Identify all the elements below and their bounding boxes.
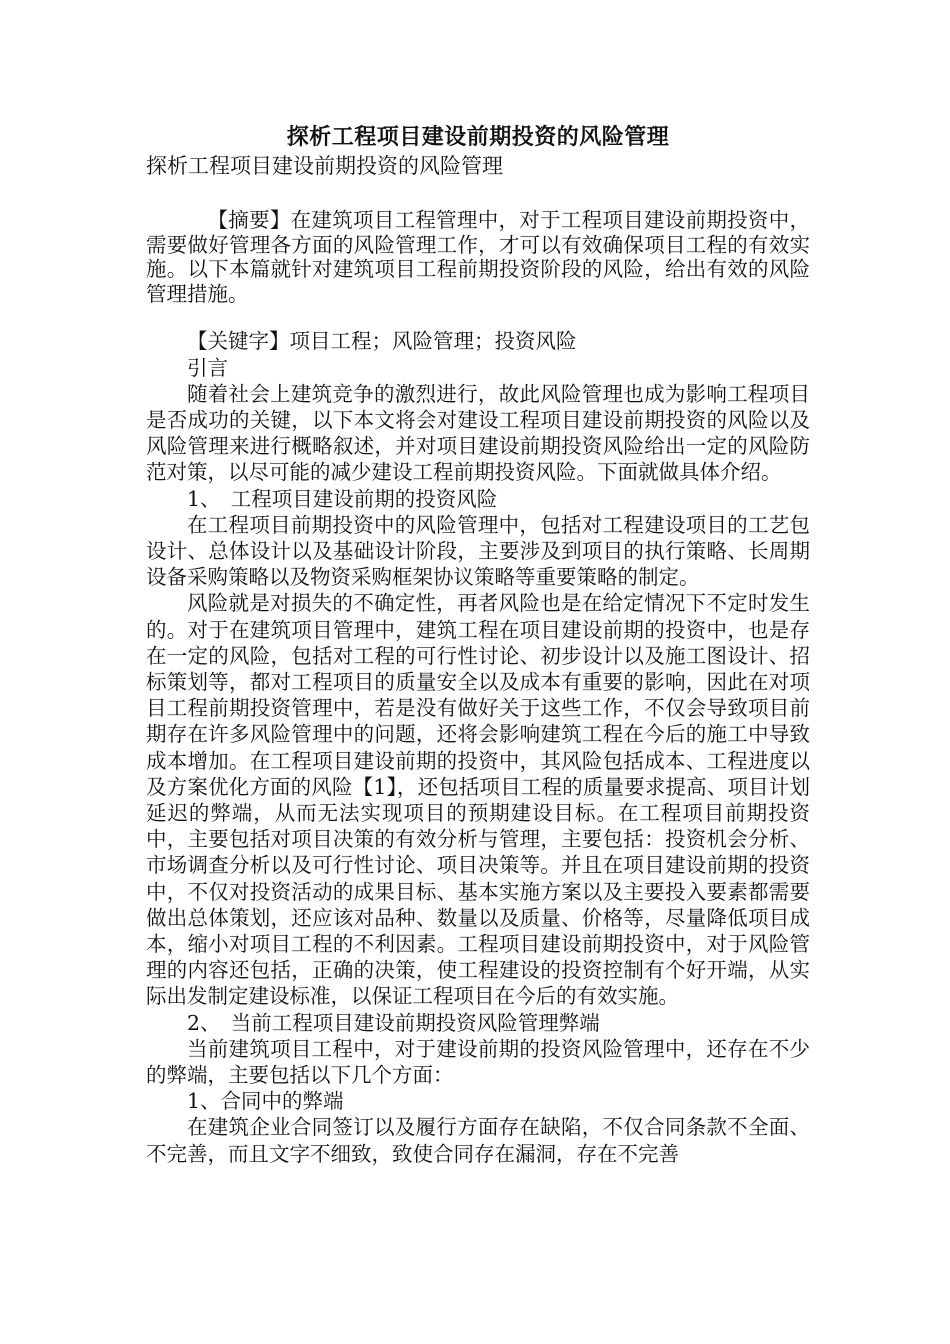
document-page xyxy=(146,122,810,1167)
blank-line xyxy=(146,306,810,328)
section2-heading: 2、 当前工程项目建设前期投资风险管理弊端 xyxy=(187,1010,600,1035)
section1-paragraph-2: 风险就是对损失的不确定性，再者风险也是在给定情况下不定时发生的。对于在建筑项目管理中，建筑工程在项目建设前期的投资中，也是存在一定的风险，包括对工程的可行性讨论、初步设计以及施工图设计、招标策划等，都对工程项目的质量安全以及成本有重要的影响，因此在对项目工程前期投资管理中，若是没有做好关于这些工作，不仅会导致项目前期存在许多风险管理中的问题，还将会影响建筑工程在今后的施工中导致成本增加。在工程项目建设前期的投资中，其风险包括成本、工程进度以及方案优化方面的风险【1】，还包括项目工程的质量要求提高、项目计划延迟的弊端，从而无法实现项目的预期建设目标。在工程项目前期投资中，主要包括对项目决策的有效分析与管理，主要包括：投资机会分析、市场调查分析以及可行性讨论、项目决策等。并且在项目建设前期的投资中，不仅对投资活动的成果目标、基本实施方案以及主要投入要素都需要做出总体策划，还应该对品种、数量以及质量、价格等，尽量降低项目成本，缩小对项目工程的不利因素。工程项目建设前期投资中，对于风险管理的内容还包括，正确的决策，使工程建设的投资控制有个好开端，从实际出发制定建设标准，以保证工程项目在今后的有效实施。 xyxy=(146,591,810,1009)
section2-paragraph-1: 当前建筑项目工程中，对于建设前期的投资风险管理中，还存在不少的弊端，主要包括以下几个方面： xyxy=(146,1036,810,1088)
intro-paragraph: 随着社会上建筑竞争的激烈进行，故此风险管理也成为影响工程项目是否成功的关键，以下本文将会对建设工程项目建设前期投资的风险以及风险管理来进行概略叙述，并对项目建设前期投资风险给出一定的风险防范对策，以尽可能的减少建设工程前期投资风险。下面就做具体介绍。 xyxy=(146,381,810,485)
abstract-paragraph: 【摘要】在建筑项目工程管理中，对于工程项目建设前期投资中，需要做好管理各方面的风险管理工作，才可以有效确保项目工程的有效实施。以下本篇就针对建筑项目工程前期投资阶段的风险，给出有效的风险管理措施。 xyxy=(146,208,810,306)
subsection1-heading: 1、合同中的弊端 xyxy=(187,1089,344,1114)
document-title: 探析工程项目建设前期投资的风险管理 xyxy=(286,124,670,150)
keywords-paragraph: 【关键字】项目工程；风险管理；投资风险 xyxy=(187,329,577,354)
document-subtitle: 探析工程项目建设前期投资的风险管理 xyxy=(146,154,503,178)
section1-paragraph-1: 在工程项目前期投资中的风险管理中，包括对工程建设项目的工艺包设计、总体设计以及基础设计阶段，主要涉及到项目的执行策略、长周期设备采购策略以及物资采购框架协议策略等重要策略的制定。 xyxy=(146,512,810,590)
subsection1-paragraph-1: 在建筑企业合同签订以及履行方面存在缺陷，不仅合同条款不全面、不完善，而且文字不细致，致使合同存在漏洞，存在不完善 xyxy=(146,1115,810,1166)
section1-heading: 1、 工程项目建设前期的投资风险 xyxy=(187,486,498,511)
intro-heading: 引言 xyxy=(187,355,228,380)
blank-line xyxy=(146,180,810,208)
